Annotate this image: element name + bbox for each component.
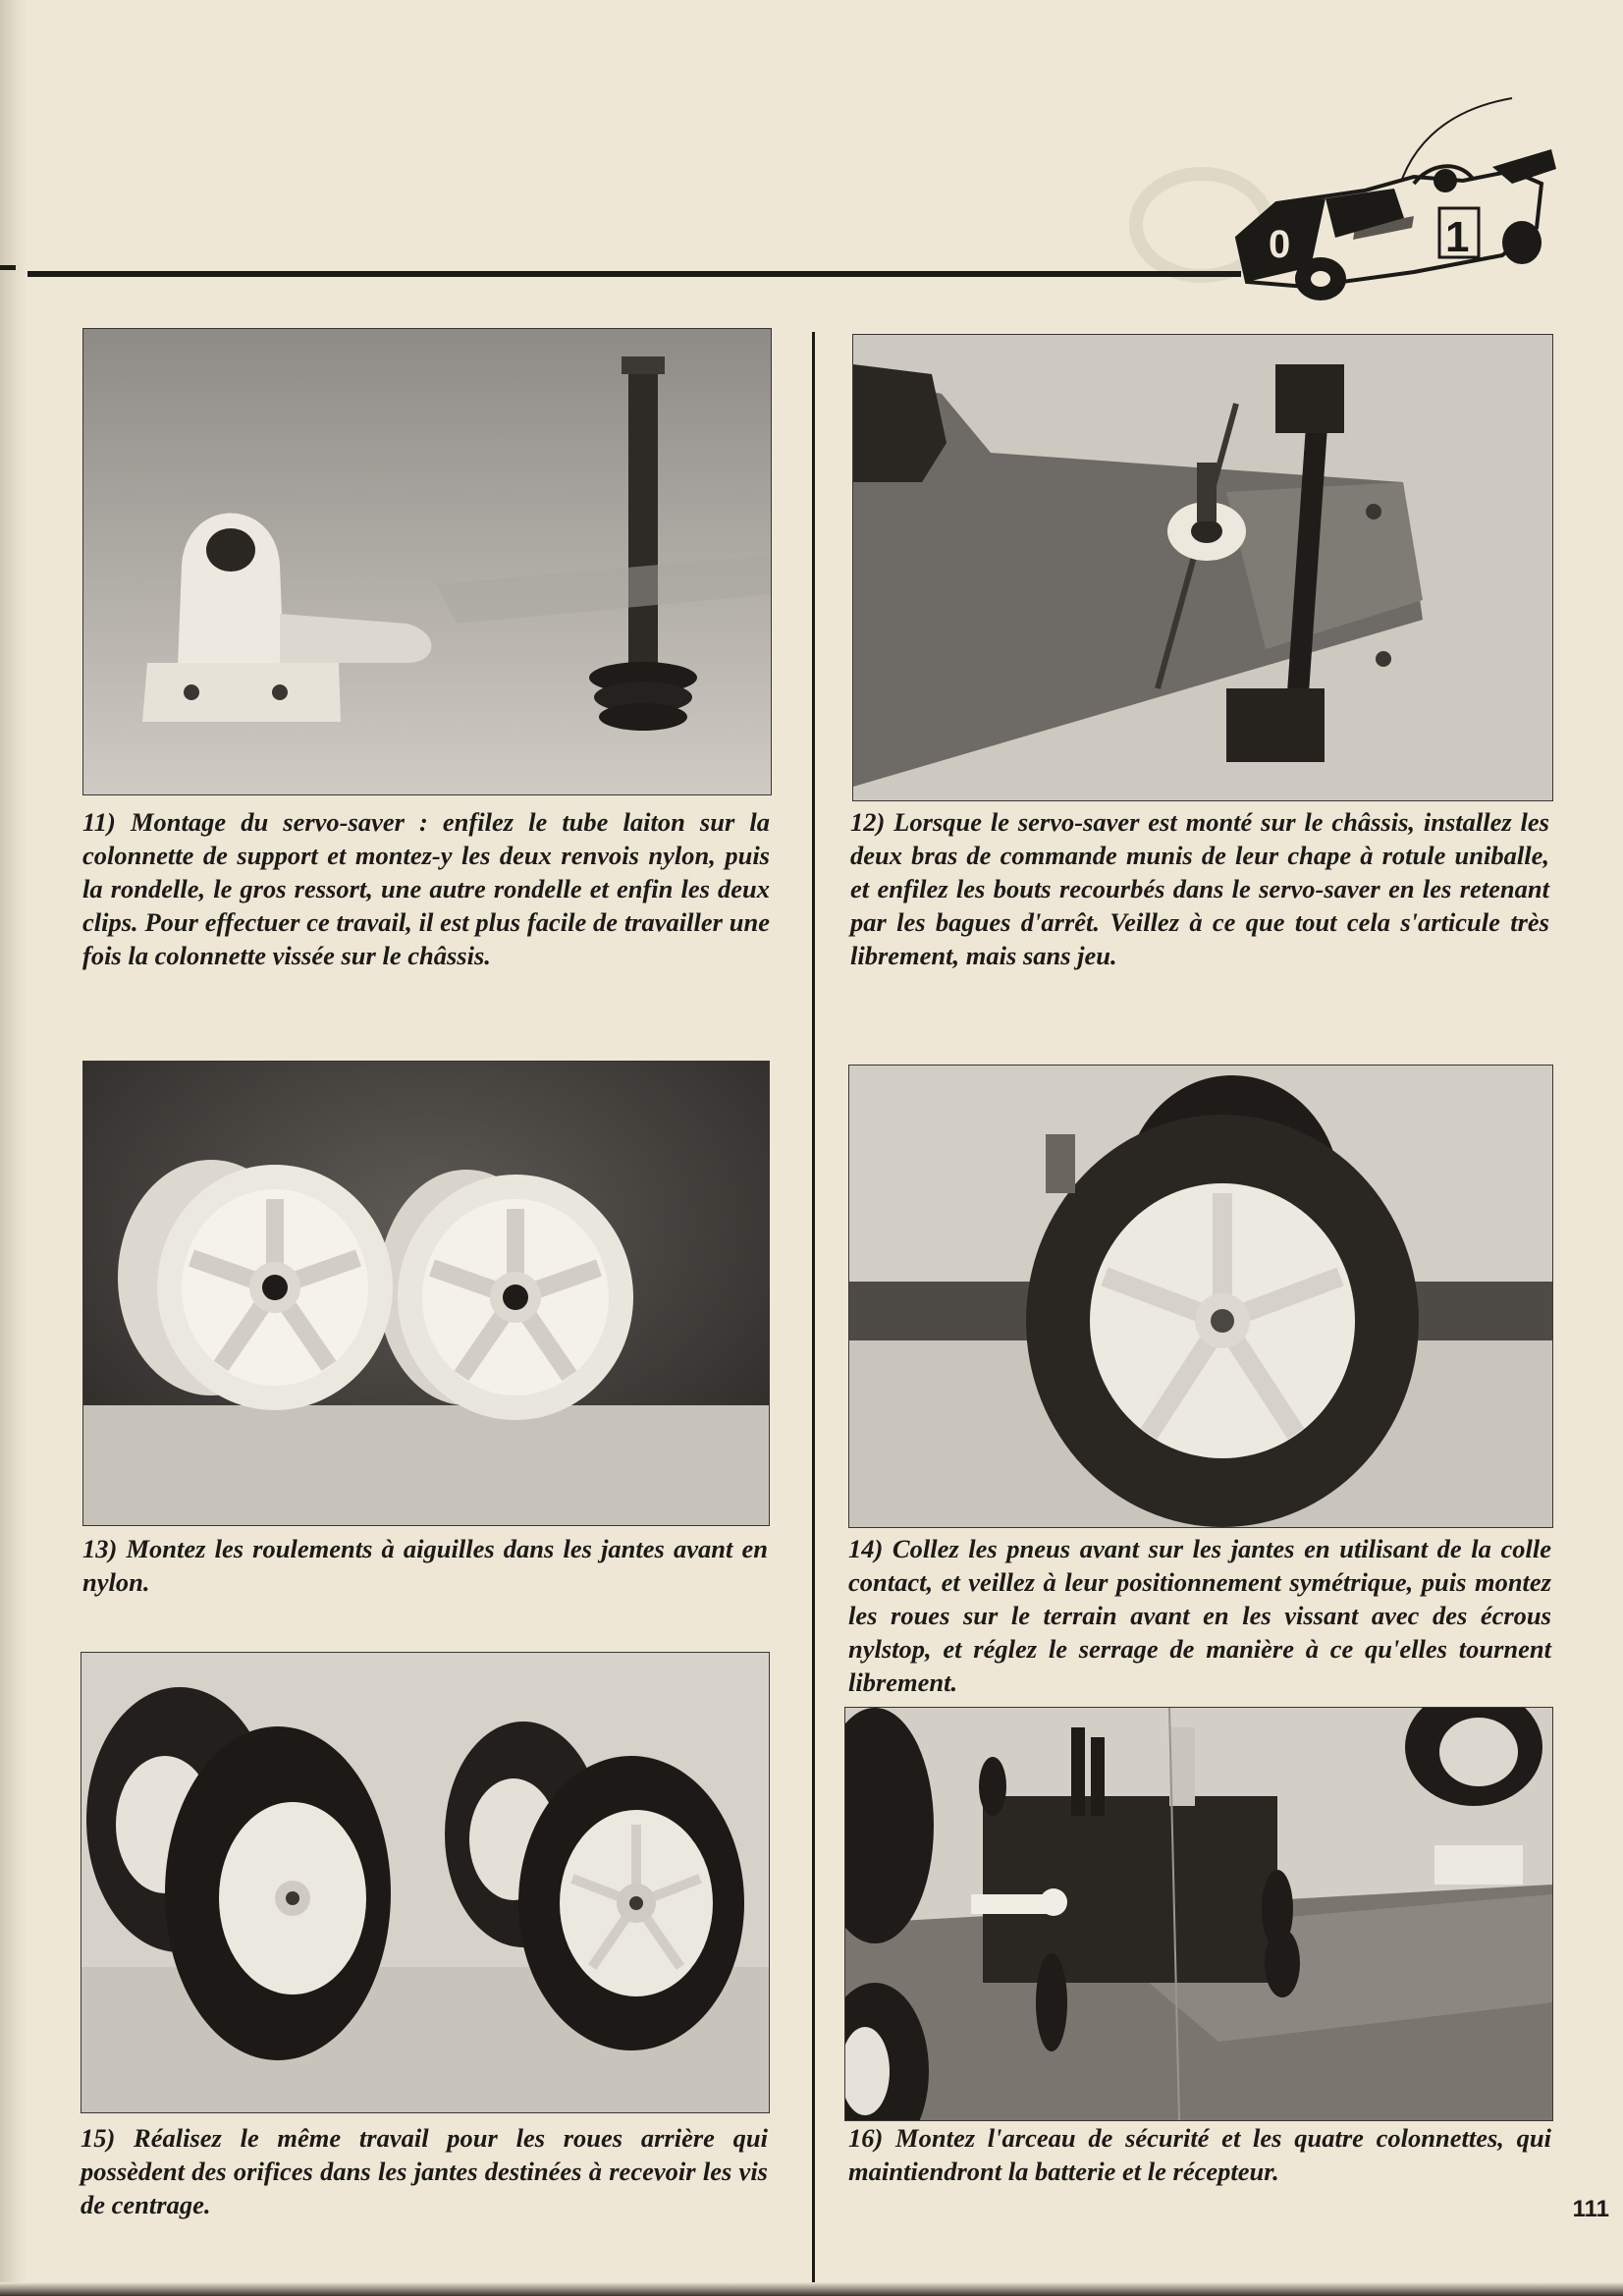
car-number: 1: [1445, 213, 1470, 261]
page-number: 111: [1572, 2196, 1609, 2222]
page-gutter: [0, 0, 27, 2296]
servo-saver-parts-photo: [82, 328, 772, 795]
front-wheel-mounted-photo: [848, 1065, 1553, 1528]
header-rule: [27, 271, 1241, 277]
step-13-caption: 13) Montez les roulements à aiguilles dans les jantes avant en nylon.: [82, 1534, 768, 1597]
step-14-caption: 14) Collez les pneus avant sur les jantes en utilisant de la colle contact, et veillez à leur positionnement symétrique, puis montez les roues sur le terrain avant en les vissant avec des écrous nylstop, et réglez le serrage de manière à ce qu'elles tournent librement.: [848, 1534, 1551, 1697]
step-16-caption: 16) Montez l'arceau de sécurité et les quatre colonnettes, qui maintiendront la batterie et le récepteur.: [848, 2123, 1551, 2186]
rear-wheels-photo: [81, 1652, 770, 2113]
step-15-caption: 15) Réalisez le même travail pour les roues arrière qui possèdent des orifices dans les jantes destinées à recevoir les vis de centrage.: [81, 2123, 768, 2219]
svg-text:0: 0: [1269, 223, 1291, 266]
step-12-caption: 12) Lorsque le servo-saver est monté sur le châssis, installez les deux bras de commande munis de leur chape à rotule uniballe, et enfilez les bouts recourbés dans le servo-saver en les retenant par les bagues d'arrêt. Veillez à ce que tout cela s'articule très librement, mais sans jeu.: [850, 807, 1549, 970]
chassis-steering-arms-photo: [852, 334, 1553, 801]
rc-race-car-icon: [1217, 90, 1561, 316]
column-divider: [812, 332, 815, 2284]
left-margin-mark: [0, 265, 16, 270]
roll-bar-columns-photo: [844, 1707, 1553, 2121]
front-rims-photo: [82, 1061, 770, 1526]
page-bottom-edge: [0, 2282, 1623, 2296]
step-11-caption: 11) Montage du servo-saver : enfilez le tube laiton sur la colonnette de support et montez-y les deux renvois nylon, puis la rondelle, le gros ressort, une autre rondelle et enfin les deux clips. Pour effectuer ce travail, il est plus facile de travailler une fois la colonnette vissée sur le châssis.: [82, 807, 770, 970]
